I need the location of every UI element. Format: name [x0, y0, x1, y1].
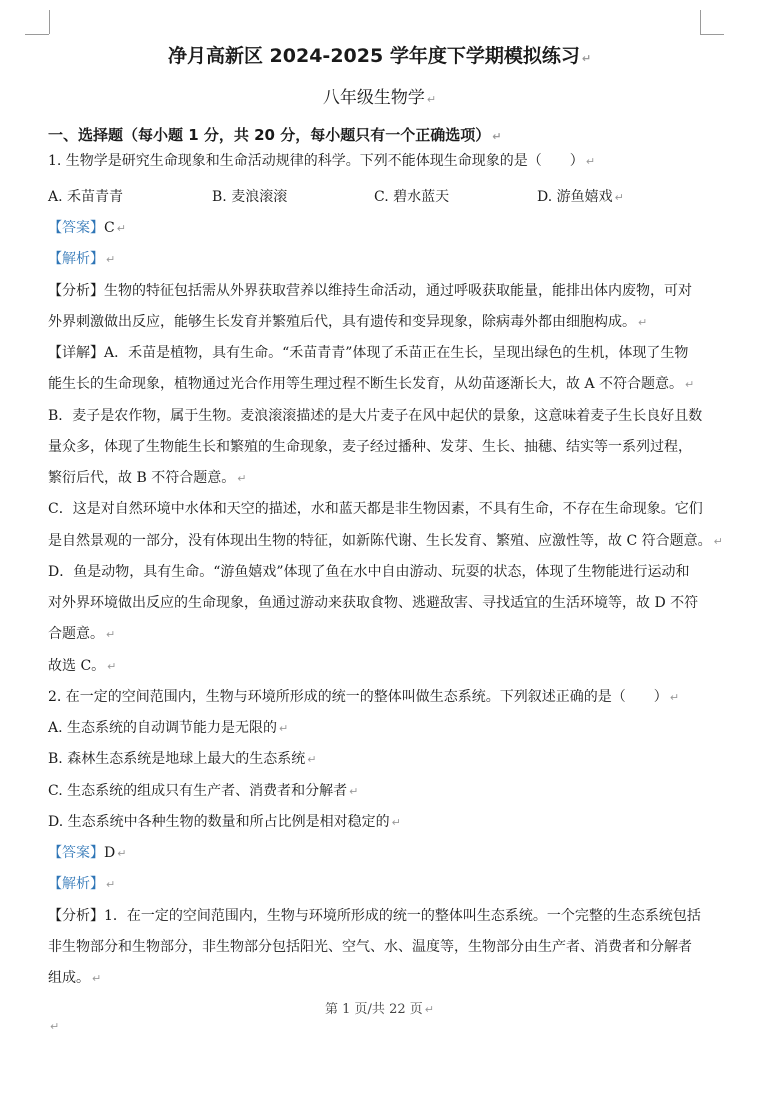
q1-conclusion [48, 656, 116, 677]
q2-analysis-line: 【分析】1．在一定的空间范围内，生物与环境所形成的统一的整体叫生态系统。一个完整的生态系统包括 [48, 908, 701, 924]
line-text: 故选 C。 [48, 658, 106, 674]
q2-option-c [48, 781, 358, 802]
crop-mark-top-left-h [25, 34, 49, 35]
answer-value: C [104, 220, 115, 236]
paragraph-mark: ↵ [106, 878, 116, 891]
section-heading [48, 125, 501, 147]
paragraph-mark: ↵ [106, 253, 116, 266]
q1-answer [48, 218, 126, 239]
q1-option-d [537, 187, 624, 208]
answer-value: D [104, 845, 116, 861]
answer-tag: 【答案】 [48, 220, 104, 236]
q1-detail-line [48, 531, 723, 552]
page-number: 第 1 页/共 22 页 [325, 1002, 423, 1017]
q2-analysis-line [48, 968, 101, 989]
paragraph-mark: ↵ [92, 972, 102, 985]
paragraph-mark: ↵ [237, 472, 247, 485]
q1-option-c: C. 碧水蓝天 [374, 189, 450, 205]
title-text: 净月高新区 2024-2025 学年度下学期模拟练习 [167, 45, 580, 67]
q1-detail-line [48, 468, 246, 489]
page-footer [0, 998, 759, 1017]
option-text: C. 生态系统的组成只有生产者、消费者和分解者 [48, 783, 348, 799]
paragraph-mark: ↵ [426, 93, 437, 106]
answer-tag: 【答案】 [48, 845, 104, 861]
q1-analysis-label [48, 249, 115, 270]
line-text: 是自然景观的一部分，没有体现出生物的特征，如新陈代谢、生长发育、繁殖、应激性等，故 C 符合题意。 [48, 533, 712, 549]
question-2-stem [48, 687, 679, 708]
option-text: A. 生态系统的自动调节能力是无限的 [48, 720, 278, 736]
paragraph-mark: ↵ [669, 691, 680, 704]
crop-mark-top-right-v [700, 10, 701, 34]
paragraph-mark: ↵ [492, 130, 502, 143]
paragraph-mark: ↵ [713, 535, 723, 548]
option-text: D. 生态系统中各种生物的数量和所占比例是相对稳定的 [48, 814, 390, 830]
q2-analysis-line: 非生物部分和生物部分，非生物部分包括阳光、空气、水、温度等，生物部分由生产者、消费者和分解者 [48, 939, 692, 955]
q1-detail-line [48, 374, 694, 395]
q1-option-b: B. 麦浪滚滚 [212, 189, 288, 205]
paragraph-mark: ↵ [116, 222, 126, 235]
q1-detail-line: 【详解】A．禾苗是植物，具有生命。“禾苗青青”体现了禾苗正在生长，呈现出绿色的生机，体现了生物 [48, 345, 689, 361]
line-text: 外界刺激做出反应，能够生长发育并繁殖后代，具有遗传和变异现象，除病毒外都由细胞构成。 [48, 314, 636, 330]
trailing-paragraph [48, 1016, 59, 1037]
q2-option-d [48, 812, 401, 833]
q1-detail-line: 量众多，体现了生物能生长和繁殖的生命现象，麦子经过播种、发芽、生长、抽穗、结实等一系列过程， [48, 439, 692, 455]
subtitle-text: 八年级生物学 [322, 88, 425, 108]
option-text: D. 游鱼嬉戏 [537, 189, 613, 205]
document-title [0, 46, 759, 69]
paragraph-mark: ↵ [349, 785, 359, 798]
line-text: 组成。 [48, 970, 90, 986]
q1-analysis-line: 【分析】生物的特征包括需从外界获取营养以维持生命活动，通过呼吸获取能量，能排出体内废物，可对 [48, 283, 692, 299]
paragraph-mark: ↵ [585, 155, 596, 168]
paragraph-mark: ↵ [424, 1003, 434, 1016]
crop-mark-top-right-h [700, 34, 724, 35]
paragraph-mark: ↵ [391, 816, 401, 829]
paragraph-mark: ↵ [614, 191, 624, 204]
crop-mark-top-left-v [49, 10, 50, 34]
q1-detail-line: B．麦子是农作物，属于生物。麦浪滚滚描述的是大片麦子在风中起伏的景象，这意味着麦子生长良好且数 [48, 408, 703, 424]
q1-analysis-line [48, 312, 647, 333]
q1-detail-line: C．这是对自然环境中水体和天空的描述，水和蓝天都是非生物因素，不具有生命，不存在生命现象。它们 [48, 501, 703, 517]
section-heading-text: 一、选择题（每小题 1 分，共 20 分，每小题只有一个正确选项） [48, 126, 491, 144]
q1-detail-line: D．鱼是动物，具有生命。“游鱼嬉戏”体现了鱼在水中自由游动、玩耍的状态，体现了生物能进行运动和 [48, 564, 690, 580]
q1-detail-line: 对外界环境做出反应的生命现象，鱼通过游动来获取食物、逃避敌害、寻找适宜的生活环境等，故 D 不符 [48, 595, 699, 611]
document-subtitle [0, 88, 759, 110]
q2-answer [48, 843, 126, 864]
q2-option-b [48, 749, 316, 770]
q1-detail-line [48, 624, 115, 645]
paragraph-mark: ↵ [581, 52, 592, 65]
paragraph-mark: ↵ [307, 753, 317, 766]
q2-analysis-label [48, 874, 115, 895]
paragraph-mark: ↵ [279, 722, 289, 735]
line-text: 能生长的生命现象，植物通过光合作用等生理过程不断生长发育，从幼苗逐渐长大，故 A 不符合题意。 [48, 376, 684, 392]
analysis-tag: 【解析】 [48, 876, 104, 892]
q2-option-a [48, 718, 288, 739]
question-1-stem [48, 151, 595, 172]
question-text: 2. 在一定的空间范围内，生物与环境所形成的统一的整体叫做生态系统。下列叙述正确的是（ ） [48, 689, 668, 705]
paragraph-mark: ↵ [117, 847, 127, 860]
option-text: B. 森林生态系统是地球上最大的生态系统 [48, 751, 306, 767]
question-text: 1. 生物学是研究生命现象和生命活动规律的科学。下列不能体现生命现象的是（ ） [48, 153, 584, 169]
q1-option-a: A. 禾苗青青 [48, 189, 124, 205]
line-text: 合题意。 [48, 626, 104, 642]
paragraph-mark: ↵ [638, 316, 648, 329]
paragraph-mark: ↵ [107, 660, 117, 673]
line-text: 繁衍后代，故 B 不符合题意。 [48, 470, 236, 486]
paragraph-mark: ↵ [106, 628, 116, 641]
paragraph-mark: ↵ [50, 1020, 60, 1033]
paragraph-mark: ↵ [685, 378, 695, 391]
analysis-tag: 【解析】 [48, 251, 104, 267]
